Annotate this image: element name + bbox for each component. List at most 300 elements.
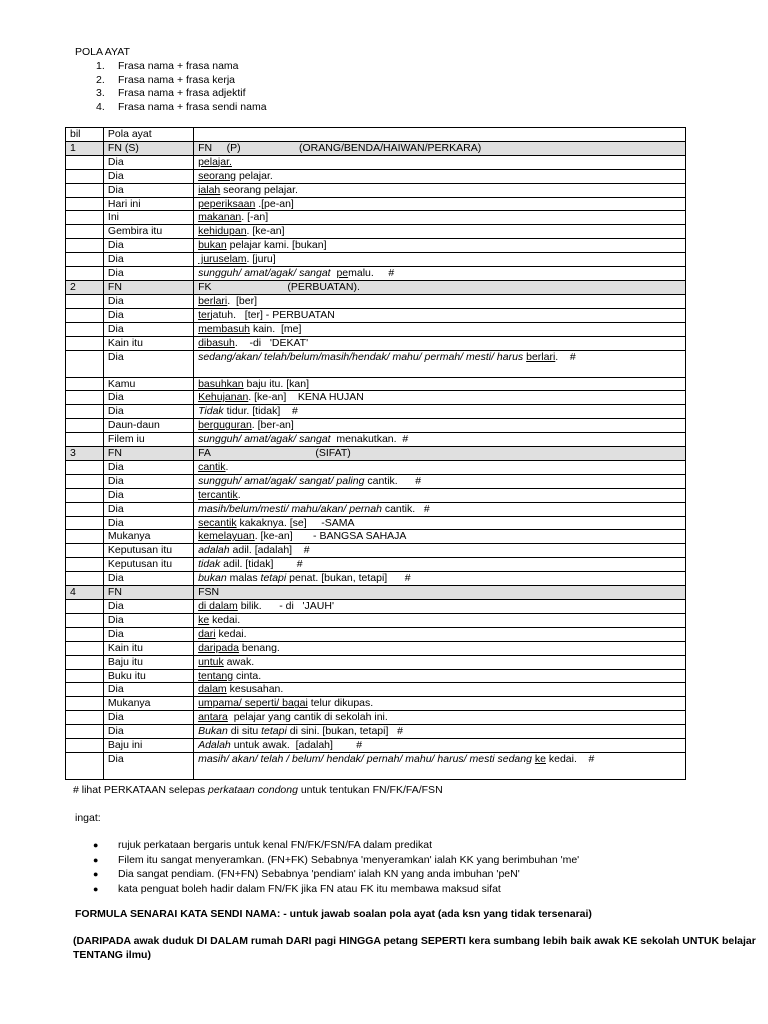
- cell-subjek: Dia: [103, 474, 193, 488]
- cell-subjek: Filem iu: [103, 433, 193, 447]
- predikat-segment: jatuh. [ter] - PERBUATAN: [210, 308, 335, 321]
- table-row: [66, 572, 686, 586]
- cell-subjek: Buku itu: [103, 669, 193, 683]
- predikat-segment: berlari: [198, 294, 228, 307]
- predikat-segment: ke: [534, 752, 546, 765]
- cell-bil: [66, 460, 104, 474]
- predikat-segment: sedang/akan/ telah/belum/masih/hendak/ mahu/ permah/ mesti/ harus: [198, 350, 527, 363]
- predikat-segment: cinta.: [233, 669, 262, 682]
- predikat-segment: antara: [198, 711, 228, 724]
- cell-subjek: Dia: [103, 600, 193, 614]
- table-row: [66, 253, 686, 267]
- predikat-segment: dibasuh: [198, 336, 235, 349]
- cell-predikat: [194, 725, 686, 739]
- cell-bil: [66, 739, 104, 753]
- cell-subjek: Baju itu: [103, 655, 193, 669]
- predikat-segment: juruselam: [198, 253, 247, 266]
- cell-subjek: Dia: [103, 683, 193, 697]
- table-row: [66, 267, 686, 281]
- cell-predikat: [194, 586, 686, 600]
- cell-bil: [66, 488, 104, 502]
- predikat-segment: kakaknya. [se] -SAMA: [236, 516, 355, 529]
- predikat-segment: baju itu. [kan]: [243, 377, 309, 390]
- table-row: [66, 739, 686, 753]
- predikat-segment: ialah: [198, 183, 221, 196]
- cell-bil: [66, 391, 104, 405]
- ingat-bullet: [93, 882, 579, 897]
- cell-predikat: [194, 739, 686, 753]
- cell-bil: [66, 697, 104, 711]
- predikat-segment: basuhkan: [198, 377, 244, 390]
- table-row: [66, 600, 686, 614]
- predikat-segment: penat. [bukan, tetapi] #: [286, 572, 411, 585]
- cell-predikat: [194, 419, 686, 433]
- cell-subjek: Dia: [103, 350, 193, 377]
- predikat-segment: awak.: [223, 655, 255, 668]
- bullet-text: rujuk perkataan bergaris untuk kenal FN/FK/FSN/FA dalam predikat: [118, 839, 432, 851]
- table-row: [66, 197, 686, 211]
- predikat-segment: . #: [555, 350, 576, 363]
- predikat-segment: daripada: [198, 641, 239, 654]
- ingat-bullet: [93, 853, 579, 868]
- cell-subjek: Hari ini: [103, 197, 193, 211]
- table-row: [66, 544, 686, 558]
- predikat-segment: berlari: [526, 350, 556, 363]
- cell-predikat: [194, 405, 686, 419]
- pattern-item: [96, 87, 267, 101]
- table-row: [66, 155, 686, 169]
- cell-bil: [66, 294, 104, 308]
- ingat-bullet: [93, 867, 579, 882]
- predikat-segment: dalam: [198, 683, 227, 696]
- predikat-segment: tentang: [198, 669, 234, 682]
- cell-predikat: [194, 600, 686, 614]
- pattern-item: [96, 74, 267, 88]
- cell-predikat: [194, 447, 686, 461]
- cell-subjek: Dia: [103, 627, 193, 641]
- cell-predikat: [194, 502, 686, 516]
- cell-subjek: Baju ini: [103, 739, 193, 753]
- pattern-text: Frasa nama + frasa sendi nama: [118, 100, 267, 113]
- table-row: [66, 350, 686, 377]
- cell-predikat: [194, 655, 686, 669]
- table-row: [66, 433, 686, 447]
- predikat-segment: seorang: [198, 169, 237, 182]
- pattern-number: 2.: [96, 73, 105, 86]
- cell-subjek: Dia: [103, 725, 193, 739]
- cell-bil: [66, 433, 104, 447]
- cell-subjek: Ini: [103, 211, 193, 225]
- cell-subjek: FN: [103, 280, 193, 294]
- cell-subjek: Daun-daun: [103, 419, 193, 433]
- cell-predikat: [194, 433, 686, 447]
- cell-predikat: [194, 280, 686, 294]
- cell-subjek: Dia: [103, 253, 193, 267]
- cell-subjek: Dia: [103, 183, 193, 197]
- cell-subjek: Dia: [103, 405, 193, 419]
- predikat-segment: dari: [198, 627, 216, 640]
- pattern-number: 1.: [96, 60, 105, 72]
- cell-bil: [66, 725, 104, 739]
- cell-bil: [66, 253, 104, 267]
- cell-bil: 1: [66, 141, 104, 155]
- table-row: [66, 183, 686, 197]
- cell-bil: [66, 239, 104, 253]
- predikat-segment: pelajar.: [236, 169, 273, 182]
- predikat-segment: . [ber-an]: [251, 419, 294, 432]
- cell-subjek: Dia: [103, 488, 193, 502]
- cell-bil: [66, 350, 104, 377]
- predikat-segment: .: [225, 460, 229, 473]
- predikat-segment: kedai.: [215, 627, 247, 640]
- cell-subjek: Dia: [103, 613, 193, 627]
- predikat-segment: kemelayuan: [198, 530, 255, 543]
- predikat-segment: adil. [adalah] #: [229, 544, 310, 557]
- table-row: [66, 308, 686, 322]
- cell-subjek: Dia: [103, 502, 193, 516]
- predikat-segment: makanan: [198, 211, 242, 224]
- cell-subjek: Dia: [103, 572, 193, 586]
- table-row: [66, 294, 686, 308]
- predikat-segment: .: [237, 488, 241, 501]
- table-row: [66, 641, 686, 655]
- table-row: [66, 683, 686, 697]
- table-row: [66, 460, 686, 474]
- pattern-number: 3.: [96, 87, 105, 99]
- predikat-segment: kesusahan.: [226, 683, 284, 696]
- predikat-segment: di situ: [227, 725, 262, 738]
- cell-predikat: [194, 336, 686, 350]
- cell-predikat: [194, 530, 686, 544]
- cell-predikat: [194, 377, 686, 391]
- bullet-dot-icon: ●: [93, 840, 99, 850]
- pola-ayat-table: [65, 127, 686, 780]
- table-row: [66, 613, 686, 627]
- predikat-segment: ke: [198, 613, 210, 626]
- predikat-segment: . [juru]: [246, 253, 276, 266]
- predikat-segment: malas: [226, 572, 261, 585]
- table-row: [66, 419, 686, 433]
- cell-predikat: [194, 572, 686, 586]
- predikat-segment: untuk: [198, 655, 224, 668]
- cell-bil: [66, 405, 104, 419]
- cell-predikat: [194, 239, 686, 253]
- predikat-segment: sungguh/ amat/agak/ sangat: [198, 267, 337, 280]
- predikat-segment: di sini. [bukan, tetapi] #: [286, 725, 403, 738]
- predikat-segment: tetapi: [261, 725, 287, 738]
- cell-predikat: [194, 155, 686, 169]
- predikat-segment: masih/ akan/ telah / belum/ hendak/ pernah/ mahu/ harus/ mesti sedang: [198, 752, 535, 765]
- cell-bil: [66, 419, 104, 433]
- cell-bil: 4: [66, 586, 104, 600]
- ingat-bullet: [93, 838, 579, 853]
- cell-subjek: Gembira itu: [103, 225, 193, 239]
- predikat-segment: . [-an]: [241, 211, 269, 224]
- table-row: [66, 516, 686, 530]
- table-row: [66, 530, 686, 544]
- pattern-list: [96, 60, 267, 114]
- cell-subjek: Dia: [103, 155, 193, 169]
- table-row: [66, 488, 686, 502]
- table-row: [66, 336, 686, 350]
- table-header-row: [66, 128, 686, 142]
- table-section-row: [66, 141, 686, 155]
- ingat-bullet-list: [93, 838, 579, 896]
- cell-bil: [66, 225, 104, 239]
- cell-predikat: [194, 613, 686, 627]
- cell-predikat: [194, 488, 686, 502]
- predikat-segment: pelajar.: [198, 155, 232, 168]
- cell-bil: [66, 627, 104, 641]
- predikat-segment: . [ber]: [227, 294, 258, 307]
- cell-subjek: Kamu: [103, 377, 193, 391]
- cell-subjek: Dia: [103, 460, 193, 474]
- predikat-segment: peperiksaan: [198, 197, 256, 210]
- cell-bil: 3: [66, 447, 104, 461]
- cell-predikat: [194, 697, 686, 711]
- cell-bil: [66, 267, 104, 281]
- cell-subjek: Dia: [103, 711, 193, 725]
- table-row: [66, 502, 686, 516]
- cell-bil: [66, 655, 104, 669]
- cell-bil: [66, 183, 104, 197]
- cell-predikat: [194, 711, 686, 725]
- cell-bil: [66, 572, 104, 586]
- predikat-segment: kain. [me]: [250, 322, 302, 335]
- pattern-text: Frasa nama + frasa kerja: [118, 73, 236, 86]
- cell-predikat: [194, 308, 686, 322]
- cell-bil: [66, 558, 104, 572]
- table-row: [66, 474, 686, 488]
- pattern-text: Frasa nama + frasa adjektif: [118, 87, 246, 99]
- cell-predikat: [194, 253, 686, 267]
- predikat-segment: bukan: [198, 572, 227, 585]
- predikat-segment: cantik: [198, 460, 226, 473]
- table-row: [66, 627, 686, 641]
- cell-bil: [66, 169, 104, 183]
- table-row: [66, 697, 686, 711]
- table-row: [66, 711, 686, 725]
- table-row: [66, 669, 686, 683]
- predikat-segment: kedai.: [209, 613, 241, 626]
- table-row: [66, 391, 686, 405]
- predikat-segment: . -di 'DEKAT': [234, 336, 309, 349]
- predikat-segment: seorang pelajar.: [220, 183, 298, 196]
- cell-predikat: [194, 460, 686, 474]
- predikat-segment: kedai. #: [545, 752, 595, 765]
- cell-subjek: Dia: [103, 322, 193, 336]
- cell-bil: [66, 641, 104, 655]
- table-section-row: [66, 447, 686, 461]
- predikat-segment: Tidak: [198, 405, 224, 418]
- cell-predikat: [194, 322, 686, 336]
- predikat-segment: pelajar kami. [bukan]: [226, 239, 327, 252]
- cell-predikat: [194, 141, 686, 155]
- predikat-segment: malu. #: [348, 267, 395, 280]
- table-row: [66, 752, 686, 779]
- predikat-segment: ter: [198, 308, 211, 321]
- predikat-segment: masih/belum/mesti/ mahu/akan/ pernah: [198, 502, 382, 515]
- predikat-segment: untuk awak. [adalah] #: [230, 739, 363, 752]
- cell-predikat: [194, 544, 686, 558]
- cell-subjek: Mukanya: [103, 697, 193, 711]
- cell-subjek: Dia: [103, 169, 193, 183]
- predikat-segment: Adalah: [198, 739, 231, 752]
- predikat-segment: secantik: [198, 516, 237, 529]
- predikat-segment: Kehujanan: [198, 391, 249, 404]
- predikat-segment: adil. [tidak] #: [220, 558, 303, 571]
- table-row: [66, 322, 686, 336]
- cell-bil: [66, 544, 104, 558]
- cell-subjek: Mukanya: [103, 530, 193, 544]
- predikat-segment: berguguran: [198, 419, 252, 432]
- predikat-segment: tetapi: [260, 572, 287, 585]
- table-row: [66, 377, 686, 391]
- predikat-segment: sungguh/ amat/agak/ sangat: [198, 433, 331, 446]
- predikat-segment: menakutkan. #: [330, 433, 409, 446]
- formula-example: (DARIPADA awak duduk DI DALAM rumah DARI pagi HINGGA petang SEPERTI kera sumbang lebih baik awak KE sekolah UNTUK belajar TENTANG ilmu): [73, 935, 756, 961]
- predikat-segment: benang.: [238, 641, 280, 654]
- cell-predikat: [194, 225, 686, 239]
- table-section-row: [66, 280, 686, 294]
- cell-bil: [66, 669, 104, 683]
- cell-subjek: Dia: [103, 267, 193, 281]
- formula-heading: FORMULA SENARAI KATA SENDI NAMA: - untuk jawab soalan pola ayat (ada ksn yang tidak tersenarai): [75, 908, 592, 920]
- cell-predikat: [194, 683, 686, 697]
- ingat-label: ingat:: [75, 812, 101, 824]
- predikat-segment: cantik. #: [364, 474, 422, 487]
- pattern-number: 4.: [96, 100, 105, 113]
- cell-bil: 2: [66, 280, 104, 294]
- predikat-segment: . [ke-an] KENA HUJAN: [248, 391, 364, 404]
- cell-subjek: Dia: [103, 294, 193, 308]
- predikat-segment: FA (SIFAT): [198, 447, 351, 460]
- bullet-text: kata penguat boleh hadir dalam FN/FK jika FN atau FK itu membawa maksud sifat: [118, 882, 501, 895]
- cell-bil: [66, 711, 104, 725]
- header-blank: [194, 128, 686, 142]
- predikat-segment: tidur. [tidak] #: [223, 405, 298, 418]
- cell-subjek: FN: [103, 447, 193, 461]
- bullet-text: Filem itu sangat menyeramkan. (FN+FK) Sebabnya 'menyeramkan' ialah KK yang berimbuhan 'me': [118, 853, 580, 866]
- pattern-item: [96, 101, 267, 115]
- predikat-segment: .[pe-an]: [255, 197, 294, 210]
- cell-predikat: [194, 474, 686, 488]
- predikat-segment: kehidupan: [198, 225, 247, 238]
- table-row: [66, 655, 686, 669]
- predikat-segment: telur dikupas.: [307, 697, 374, 710]
- cell-bil: [66, 516, 104, 530]
- note-post: untuk tentukan FN/FK/FA/FSN: [297, 784, 443, 796]
- cell-subjek: Dia: [103, 239, 193, 253]
- cell-bil: [66, 377, 104, 391]
- predikat-segment: sungguh/ amat/agak/ sangat/ paling: [198, 474, 365, 487]
- predikat-segment: FSN: [198, 586, 220, 599]
- cell-subjek: Dia: [103, 516, 193, 530]
- cell-predikat: [194, 183, 686, 197]
- table-row: [66, 211, 686, 225]
- cell-predikat: [194, 350, 686, 377]
- note-line: [73, 784, 443, 796]
- bullet-text: Dia sangat pendiam. (FN+FN) Sebabnya 'pendiam' ialah KN yang anda imbuhan 'peN': [118, 868, 520, 880]
- cell-predikat: [194, 267, 686, 281]
- predikat-segment: FN (P) (ORANG/BENDA/HAIWAN/PERKARA): [198, 141, 482, 154]
- cell-subjek: Kain itu: [103, 641, 193, 655]
- header-bil: bil: [66, 128, 104, 142]
- cell-subjek: Kain itu: [103, 336, 193, 350]
- cell-subjek: FN (S): [103, 141, 193, 155]
- predikat-segment: membasuh: [198, 322, 251, 335]
- bullet-dot-icon: ●: [93, 854, 99, 865]
- cell-predikat: [194, 391, 686, 405]
- page-title: POLA AYAT: [75, 46, 130, 58]
- cell-predikat: [194, 669, 686, 683]
- note-pre: # lihat PERKATAAN selepas: [73, 784, 209, 796]
- pattern-text: Frasa nama + frasa nama: [118, 60, 239, 72]
- header-pola-ayat: Pola ayat: [103, 128, 193, 142]
- predikat-segment: pelajar yang cantik di sekolah ini.: [227, 711, 388, 724]
- cell-subjek: FN: [103, 586, 193, 600]
- cell-predikat: [194, 294, 686, 308]
- bullet-dot-icon: ●: [93, 883, 99, 894]
- table-row: [66, 169, 686, 183]
- cell-bil: [66, 197, 104, 211]
- predikat-segment: . [ke-an]: [246, 225, 285, 238]
- predikat-segment: tercantik: [198, 488, 238, 501]
- cell-bil: [66, 211, 104, 225]
- predikat-segment: adalah: [198, 544, 230, 557]
- cell-predikat: [194, 752, 686, 779]
- predikat-segment: di dalam: [198, 600, 238, 612]
- cell-bil: [66, 336, 104, 350]
- cell-predikat: [194, 627, 686, 641]
- table-row: [66, 239, 686, 253]
- predikat-segment: Bukan: [198, 725, 228, 738]
- cell-predikat: [194, 169, 686, 183]
- cell-predikat: [194, 516, 686, 530]
- predikat-segment: FK (PERBUATAN).: [198, 280, 360, 293]
- table-section-row: [66, 586, 686, 600]
- cell-bil: [66, 752, 104, 779]
- predikat-segment: umpama/ seperti/ bagai: [198, 697, 308, 710]
- cell-predikat: [194, 558, 686, 572]
- predikat-segment: tidak: [198, 558, 221, 571]
- table-row: [66, 725, 686, 739]
- cell-bil: [66, 474, 104, 488]
- cell-bil: [66, 683, 104, 697]
- cell-bil: [66, 600, 104, 614]
- cell-predikat: [194, 197, 686, 211]
- predikat-segment: cantik. #: [381, 502, 430, 515]
- bullet-dot-icon: ●: [93, 869, 99, 879]
- predikat-segment: . [ke-an] - BANGSA SAHAJA: [254, 530, 407, 543]
- predikat-segment: pe: [336, 267, 349, 280]
- cell-subjek: Dia: [103, 391, 193, 405]
- cell-predikat: [194, 641, 686, 655]
- cell-bil: [66, 502, 104, 516]
- cell-bil: [66, 155, 104, 169]
- cell-subjek: Keputusan itu: [103, 544, 193, 558]
- pattern-item: [96, 60, 267, 74]
- table-row: [66, 225, 686, 239]
- cell-subjek: Dia: [103, 752, 193, 779]
- predikat-segment: bukan: [198, 239, 227, 252]
- table-row: [66, 405, 686, 419]
- table-row: [66, 558, 686, 572]
- cell-subjek: Dia: [103, 308, 193, 322]
- cell-bil: [66, 613, 104, 627]
- cell-subjek: Keputusan itu: [103, 558, 193, 572]
- cell-bil: [66, 322, 104, 336]
